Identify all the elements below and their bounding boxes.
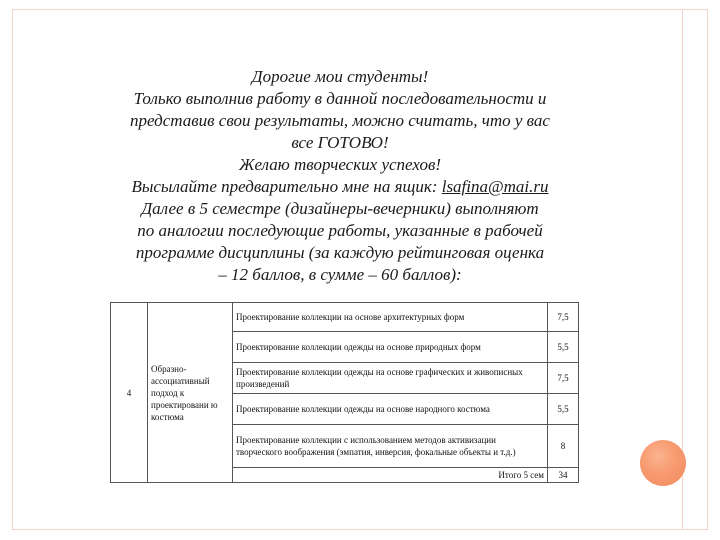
topic-cell: Проектирование коллекции с использованием методов активизации творческого воображения (эмпатия, инверсия, фокальные объекты и т.д.) [233,425,548,468]
topic-cell: Проектирование коллекции одежды на основе народного костюма [233,394,548,425]
message-line: программе дисциплины (за каждую рейтинговая оценка [135,243,545,262]
message-line: Желаю творческих успехов! [238,155,442,174]
message-line: Дорогие мои студенты! [251,67,429,86]
topic-cell: Проектирование коллекции одежды на основе природных форм [233,332,548,363]
module-number: 4 [111,303,148,483]
slide-frame-side [682,9,704,530]
coursework-table [110,302,579,483]
message-line: по аналогии последующие работы, указанные в рабочей [137,221,543,240]
topic-cell: Проектирование коллекции одежды на основе графических и живописных произведений [233,363,548,394]
module-title: Образно-ассоциативный подход к проектировани ю костюма [148,303,233,483]
decorative-circle [640,440,686,486]
total-label: Итого 5 сем [233,468,548,483]
send-prefix: Высылайте предварительно мне на ящик: [131,177,442,196]
score-cell: 7,5 [548,363,579,394]
message-block [70,66,610,286]
topic-cell: Проектирование коллекции на основе архитектурных форм [233,303,548,332]
message-line: – 12 баллов, в сумме – 60 баллов): [218,265,462,284]
score-cell: 7,5 [548,303,579,332]
message-line: Только выполнив работу в данной последовательности и [133,89,547,108]
message-line: представив свои результаты, можно считать, что у вас [130,111,550,130]
message-line: Далее в 5 семестре (дизайнеры-вечерники) выполняют [141,199,539,218]
score-cell: 5,5 [548,394,579,425]
send-line [70,176,610,198]
table-row [111,303,579,332]
message-line: все ГОТОВО! [291,133,389,152]
total-value: 34 [548,468,579,483]
email-link[interactable]: lsafina@mai.ru [441,177,549,196]
score-cell: 8 [548,425,579,468]
score-cell: 5,5 [548,332,579,363]
